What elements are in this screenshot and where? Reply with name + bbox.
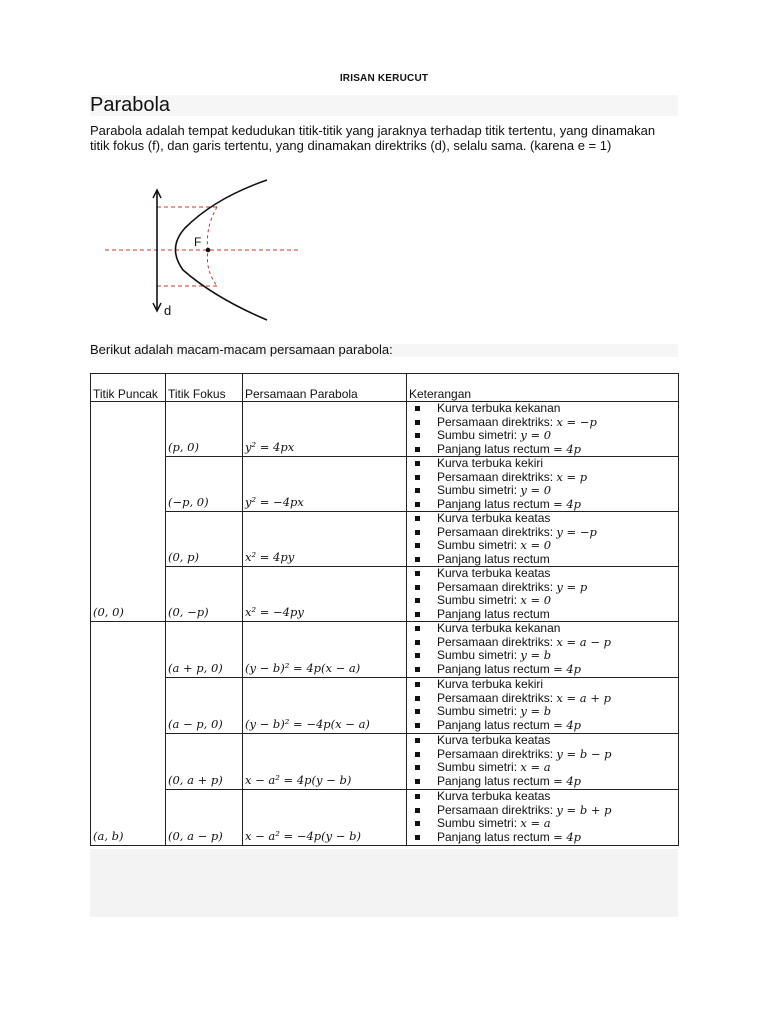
focus-cell: (p, 0) bbox=[166, 402, 243, 457]
description-formula: y = b bbox=[520, 704, 552, 718]
description-item bbox=[411, 649, 678, 663]
description-list bbox=[411, 402, 678, 456]
description-text: Kurva terbuka kekiri bbox=[437, 456, 544, 470]
description-cell bbox=[407, 622, 679, 678]
description-cell bbox=[407, 734, 679, 790]
description-item bbox=[411, 567, 678, 581]
table-row bbox=[91, 567, 679, 622]
description-text: Persamaan direktriks: bbox=[437, 469, 557, 484]
description-text: Panjang latus rectum bbox=[437, 441, 554, 456]
directrix-label: d bbox=[164, 303, 172, 318]
description-text: Panjang latus rectum bbox=[437, 661, 554, 676]
table-row bbox=[91, 512, 679, 567]
description-item bbox=[411, 692, 678, 706]
description-formula: x = p bbox=[556, 469, 588, 484]
focus-point bbox=[206, 248, 211, 253]
description-cell bbox=[407, 567, 679, 622]
focus-cell: (0, p) bbox=[166, 512, 243, 567]
description-text: Kurva terbuka keatas bbox=[437, 733, 551, 747]
description-item bbox=[411, 402, 678, 416]
description-text: Panjang latus rectum bbox=[437, 829, 554, 844]
description-text: Persamaan direktriks: bbox=[437, 746, 557, 761]
heading-band bbox=[90, 95, 678, 116]
equation-cell: x − a² = −4p(y − b) bbox=[243, 790, 407, 846]
description-item bbox=[411, 831, 678, 845]
description-formula: = 4p bbox=[553, 441, 582, 456]
description-cell bbox=[407, 678, 679, 734]
description-formula: y = p bbox=[556, 579, 588, 594]
description-text: Sumbu simetri: bbox=[437, 704, 521, 718]
header-equation: Persamaan Parabola bbox=[243, 374, 407, 402]
header-vertex: Titik Puncak bbox=[91, 374, 166, 402]
description-text: Panjang latus rectum bbox=[437, 551, 550, 566]
description-text: Kurva terbuka keatas bbox=[437, 789, 551, 803]
description-item bbox=[411, 471, 678, 485]
description-formula: = 4p bbox=[553, 773, 582, 788]
vertex-cell: (a, b) bbox=[91, 622, 166, 846]
description-formula: x = a bbox=[520, 816, 551, 830]
description-item bbox=[411, 429, 678, 443]
focus-label: F bbox=[194, 235, 202, 249]
description-item bbox=[411, 512, 678, 526]
description-text: Kurva terbuka kekiri bbox=[437, 677, 544, 691]
description-item bbox=[411, 553, 678, 567]
vertex-cell: (0, 0) bbox=[91, 402, 166, 622]
description-item bbox=[411, 636, 678, 650]
parabola-equations-table bbox=[90, 373, 679, 846]
description-item bbox=[411, 498, 678, 512]
description-text: Panjang latus rectum bbox=[437, 496, 554, 511]
description-cell bbox=[407, 512, 679, 567]
description-text: Sumbu simetri: bbox=[437, 648, 521, 662]
equation-cell: y² = −4px bbox=[243, 457, 407, 512]
description-cell bbox=[407, 790, 679, 846]
description-text: Persamaan direktriks: bbox=[437, 802, 557, 817]
description-text: Kurva terbuka kekanan bbox=[437, 621, 561, 635]
description-list bbox=[411, 567, 678, 621]
description-item bbox=[411, 817, 678, 831]
description-text: Sumbu simetri: bbox=[437, 816, 521, 830]
description-text: Persamaan direktriks: bbox=[437, 414, 557, 429]
description-item bbox=[411, 775, 678, 789]
table-intro: Berikut adalah macam-macam persamaan parabola: bbox=[90, 342, 393, 357]
description-list bbox=[411, 734, 678, 788]
header-focus: Titik Fokus bbox=[166, 374, 243, 402]
description-formula: y = 0 bbox=[520, 428, 552, 442]
description-item bbox=[411, 734, 678, 748]
description-list bbox=[411, 622, 678, 676]
table-body bbox=[91, 402, 679, 846]
focus-cell: (a − p, 0) bbox=[166, 678, 243, 734]
table-row bbox=[91, 622, 679, 678]
table-row bbox=[91, 402, 679, 457]
description-text: Panjang latus rectum bbox=[437, 606, 550, 621]
description-text: Sumbu simetri: bbox=[437, 593, 521, 607]
description-text: Sumbu simetri: bbox=[437, 428, 521, 442]
focus-cell: (a + p, 0) bbox=[166, 622, 243, 678]
description-formula: x = a + p bbox=[556, 690, 611, 705]
description-item bbox=[411, 804, 678, 818]
description-formula: x = 0 bbox=[520, 593, 552, 607]
description-text: Panjang latus rectum bbox=[437, 773, 554, 788]
description-formula: y = 0 bbox=[520, 483, 552, 497]
description-item bbox=[411, 457, 678, 471]
description-text: Sumbu simetri: bbox=[437, 538, 521, 552]
equation-cell: x² = 4py bbox=[243, 512, 407, 567]
description-list bbox=[411, 457, 678, 511]
description-item bbox=[411, 663, 678, 677]
description-item bbox=[411, 622, 678, 636]
description-formula: x = 0 bbox=[520, 538, 552, 552]
description-text: Persamaan direktriks: bbox=[437, 524, 557, 539]
description-formula: x = a − p bbox=[556, 634, 611, 649]
parabola-table-wrapper bbox=[90, 373, 678, 846]
document-title: IRISAN KERUCUT bbox=[339, 73, 429, 84]
description-list bbox=[411, 678, 678, 732]
description-formula: y = b − p bbox=[556, 746, 612, 761]
description-item bbox=[411, 539, 678, 553]
section-heading: Parabola bbox=[90, 94, 171, 116]
focal-chord bbox=[207, 207, 217, 286]
description-item bbox=[411, 761, 678, 775]
description-formula: y = b + p bbox=[556, 802, 612, 817]
focus-cell: (−p, 0) bbox=[166, 457, 243, 512]
description-formula: y = b bbox=[520, 648, 552, 662]
description-formula: = 4p bbox=[553, 717, 582, 732]
description-text: Sumbu simetri: bbox=[437, 760, 521, 774]
description-text: Kurva terbuka keatas bbox=[437, 511, 551, 525]
table-row bbox=[91, 678, 679, 734]
description-formula: = 4p bbox=[553, 661, 582, 676]
description-item bbox=[411, 678, 678, 692]
description-text: Sumbu simetri: bbox=[437, 483, 521, 497]
description-item bbox=[411, 790, 678, 804]
description-formula: x = a bbox=[520, 760, 551, 774]
description-formula: y = −p bbox=[556, 524, 597, 539]
intro-paragraph: Parabola adalah tempat kedudukan titik-titik yang jaraknya terhadap titik tertentu, yang dinamakan titik fokus (f), dan garis tertentu, yang dinamakan direktriks (d), selalu sama. (karena e = 1) bbox=[90, 123, 656, 153]
equation-cell: (y − b)² = −4p(x − a) bbox=[243, 678, 407, 734]
equation-cell: (y − b)² = 4p(x − a) bbox=[243, 622, 407, 678]
description-item bbox=[411, 526, 678, 540]
focus-cell: (0, a + p) bbox=[166, 734, 243, 790]
page-bottom-band bbox=[90, 849, 678, 917]
description-formula: x = −p bbox=[556, 414, 597, 429]
parabola-figure bbox=[105, 178, 305, 323]
description-item bbox=[411, 581, 678, 595]
table-header-row bbox=[91, 374, 679, 402]
description-item bbox=[411, 608, 678, 622]
description-text: Persamaan direktriks: bbox=[437, 634, 557, 649]
description-item bbox=[411, 594, 678, 608]
description-text: Panjang latus rectum bbox=[437, 717, 554, 732]
description-cell bbox=[407, 402, 679, 457]
equation-cell: y² = 4px bbox=[243, 402, 407, 457]
table-row bbox=[91, 790, 679, 846]
table-row bbox=[91, 734, 679, 790]
description-item bbox=[411, 416, 678, 430]
description-formula: = 4p bbox=[553, 496, 582, 511]
equation-cell: x − a² = 4p(y − b) bbox=[243, 734, 407, 790]
description-item bbox=[411, 748, 678, 762]
description-list bbox=[411, 790, 678, 844]
table-row bbox=[91, 457, 679, 512]
description-text: Kurva terbuka kekanan bbox=[437, 401, 561, 415]
focus-cell: (0, a − p) bbox=[166, 790, 243, 846]
description-list bbox=[411, 512, 678, 566]
description-item bbox=[411, 719, 678, 733]
description-item bbox=[411, 484, 678, 498]
description-text: Kurva terbuka keatas bbox=[437, 566, 551, 580]
header-description: Keterangan bbox=[407, 374, 679, 402]
description-cell bbox=[407, 457, 679, 512]
description-formula: = 4p bbox=[553, 829, 582, 844]
description-text: Persamaan direktriks: bbox=[437, 690, 557, 705]
description-text: Persamaan direktriks: bbox=[437, 579, 557, 594]
focus-cell: (0, −p) bbox=[166, 567, 243, 622]
description-item bbox=[411, 443, 678, 457]
equation-cell: x² = −4py bbox=[243, 567, 407, 622]
description-item bbox=[411, 705, 678, 719]
